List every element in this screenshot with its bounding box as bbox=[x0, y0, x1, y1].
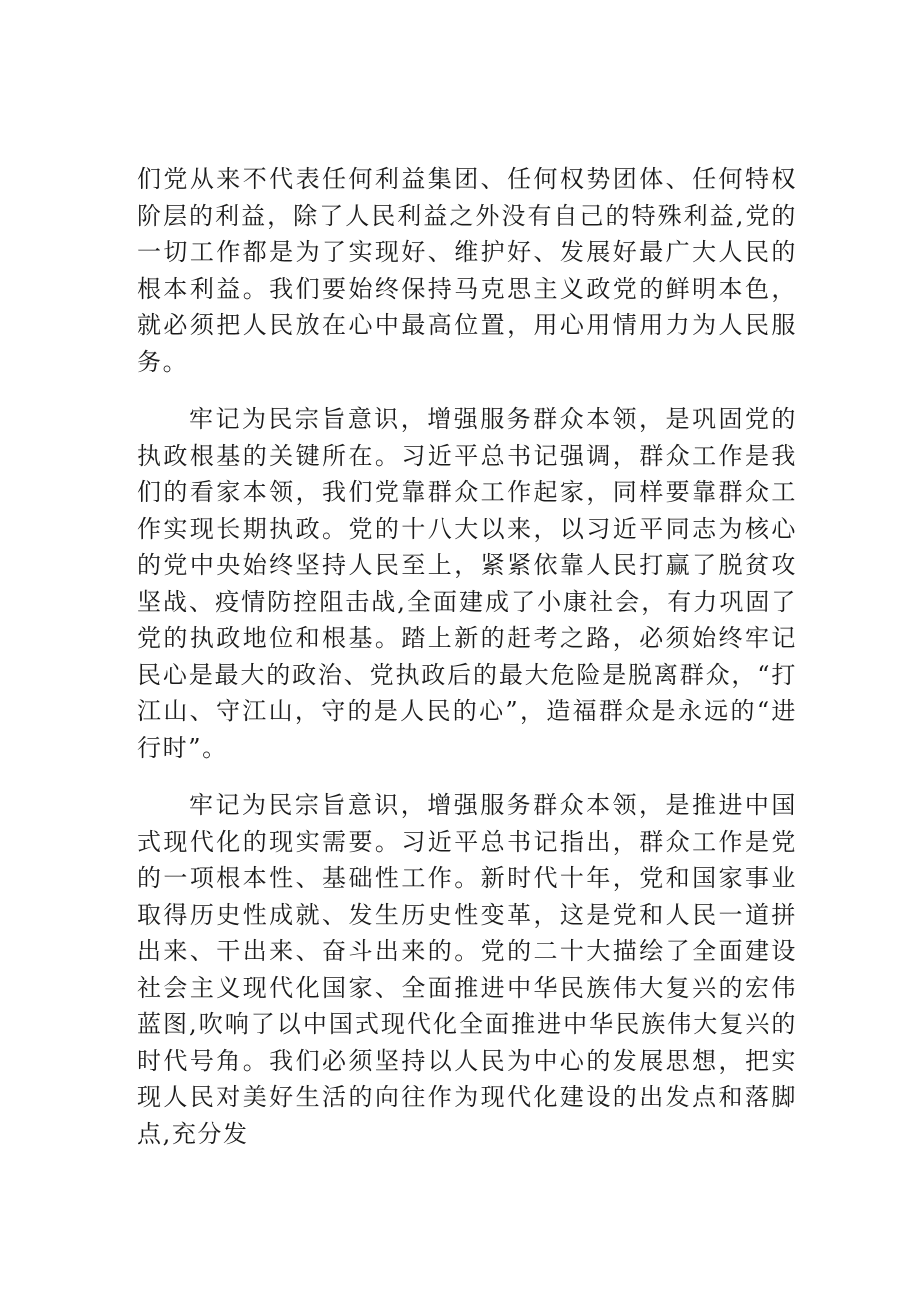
paragraph-3: 牢记为民宗旨意识，增强服务群众本领，是推进中国式现代化的现实需要。习近平总书记指出，群众工作是党的一项根本性、基础性工作。新时代十年，党和国家事业取得历史性成就、发生历史性变革，这是党和人民一道拼出来、干出来、奋斗出来的。党的二十大描绘了全面建设社会主义现代化国家、全面推进中华民族伟大复兴的宏伟蓝图,吹响了以中国式现代化全面推进中华民族伟大复兴的时代号角。我们必须坚持以人民为中心的发展思想，把实现人民对美好生活的向往作为现代化建设的出发点和落脚点,充分发 bbox=[137, 791, 797, 1148]
document-body bbox=[137, 161, 797, 1152]
paragraph-1: 们党从来不代表任何利益集团、任何权势团体、任何特权阶层的利益，除了人民利益之外没有自己的特殊利益,党的一切工作都是为了实现好、维护好、发展好最广大人民的根本利益。我们要始终保持马克思主义政党的鲜明本色，就必须把人民放在心中最高位置，用心用情用力为人民服务。 bbox=[137, 165, 797, 376]
paragraph-2: 牢记为民宗旨意识，增强服务群众本领，是巩固党的执政根基的关键所在。习近平总书记强调，群众工作是我们的看家本领，我们党靠群众工作起家，同样要靠群众工作实现长期执政。党的十八大以来，以习近平同志为核心的党中央始终坚持人民至上，紧紧依靠人民打赢了脱贫攻坚战、疫情防控阻击战,全面建成了小康社会，有力巩固了党的执政地位和根基。踏上新的赶考之路，必须始终牢记民心是最大的政治、党执政后的最大危险是脱离群众，“打江山、守江山，守的是人民的心”，造福群众是永远的“进行时”。 bbox=[137, 405, 797, 762]
